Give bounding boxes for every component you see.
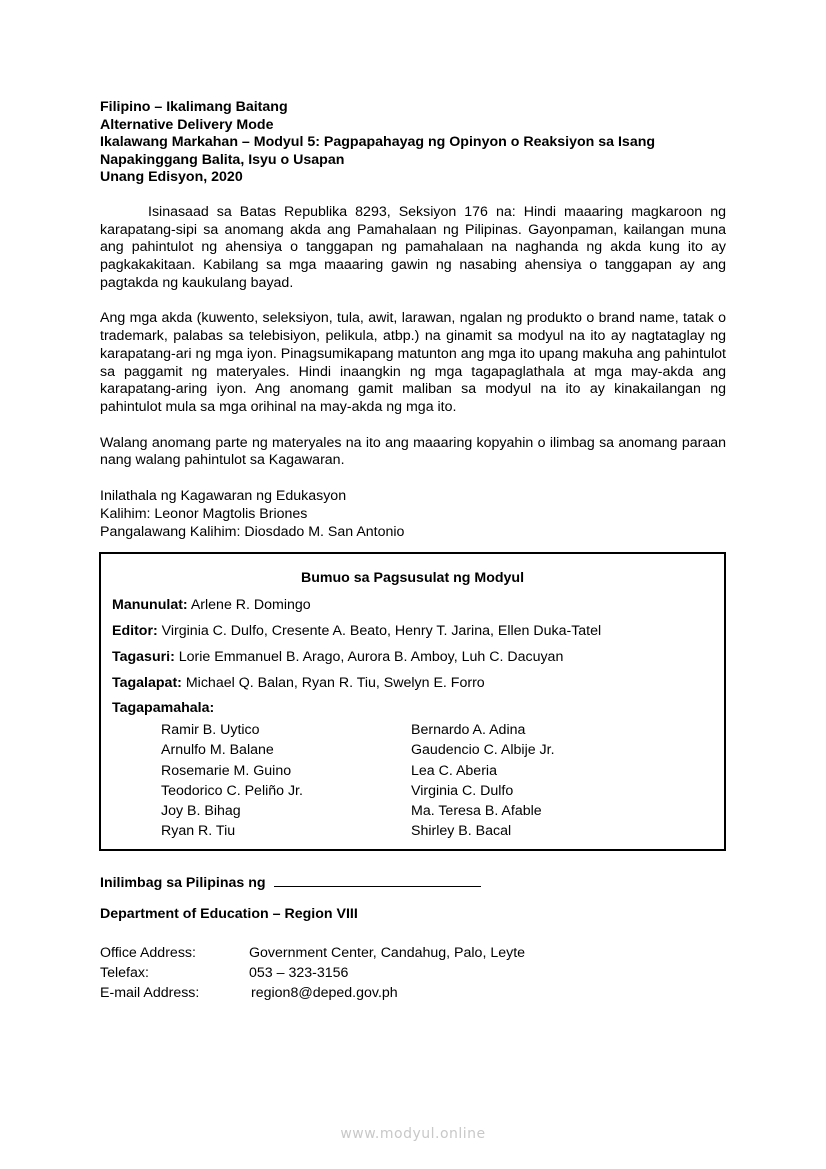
subject-grade: Filipino – Ikalimang Baitang	[100, 99, 288, 115]
manager-name: Arnulfo M. Balane	[161, 742, 274, 759]
manager-name: Shirley B. Bacal	[411, 823, 512, 840]
manager-name: Ramir B. Uytico	[161, 722, 260, 738]
contact-label: E-mail Address:	[100, 985, 200, 1001]
role-names: Virginia C. Dulfo, Cresente A. Beato, Henry T. Jarina, Ellen Duka-Tatel	[161, 623, 602, 639]
manager-name: Bernardo A. Adina	[411, 722, 526, 738]
role-reviewer	[112, 649, 563, 665]
publisher-info	[100, 488, 726, 541]
contact-label: Office Address:	[100, 945, 196, 961]
managers-column-left	[161, 720, 303, 842]
copyright-paragraph: Isinasaad sa Batas Republika 8293, Seksiyon 176 na: Hindi maaaring magkaroon ng karapatang-sipi sa anomang akda ang Pamahalaan ng Pilipinas. Gayonpaman, kailangan muna ang pahintulot ng ahensiya o tanggapan ng pamahalaan na naghanda ng akda kung ito ay pagkakakitaan. Kabilang sa mga maaaring gawin ng nasabing ahensiya o tanggapan ay ang pagtakda ng kaukulang bayad.	[100, 203, 726, 291]
managers-column-right	[411, 720, 555, 842]
trademark-paragraph: Ang mga akda (kuwento, seleksiyon, tula, awit, larawan, ngalan ng produkto o brand name, tatak o trademark, palabas sa telebisiyon, pelikula, atbp.) na ginamit sa modyul na ito ay nagtataglay ng karapatang-ari ng mga iyon. Pinagsumikapang matunton ang mga ito upang makuha ang pahintulot sa paggamit ng materyales. Hindi inaangkin ng mga tagapaglathala at mga may-akda ang karapatang-aring iyon. Ang anomang gamit maliban sa modyul na ito ay kinakailangan ng pahintulot mula sa mga orihinal na may-akda ng mga ito.	[100, 310, 726, 415]
document-page	[100, 99, 726, 541]
manager-name: Rosemarie M. Guino	[161, 762, 292, 779]
role-layout	[112, 675, 485, 691]
manager-name: Virginia C. Dulfo	[411, 782, 514, 799]
printer-blank-line	[274, 872, 481, 887]
printed-in-label: Inilimbag sa Pilipinas ng	[100, 875, 266, 891]
role-label: Tagasuri:	[112, 649, 175, 665]
manager-name: Lea C. Aberia	[411, 762, 497, 779]
contact-row-address	[100, 943, 525, 963]
contact-label: Telefax:	[100, 965, 149, 981]
edition: Unang Edisyon, 2020	[100, 169, 243, 186]
document-header	[100, 99, 726, 187]
role-label: Manunulat:	[112, 597, 188, 613]
role-label: Editor:	[112, 623, 158, 639]
watermark: www.modyul.online	[340, 1126, 486, 1142]
credits-title: Bumuo sa Pagsusulat ng Modyul	[300, 570, 525, 586]
module-title-line2: Napakinggang Balita, Isyu o Usapan	[100, 151, 345, 168]
manager-name: Teodorico C. Peliño Jr.	[161, 782, 303, 799]
contact-value: Government Center, Candahug, Palo, Leyte	[249, 945, 526, 961]
manager-name: Ma. Teresa B. Afable	[411, 803, 542, 820]
role-writer	[112, 597, 311, 613]
printed-in	[100, 872, 481, 891]
role-label: Tagalapat:	[112, 675, 182, 691]
delivery-mode: Alternative Delivery Mode	[100, 116, 274, 133]
contact-value: 053 – 323-3156	[249, 965, 349, 981]
published-by: Inilathala ng Kagawaran ng Edukasyon	[100, 488, 347, 505]
undersecretary: Pangalawang Kalihim: Diosdado M. San Antonio	[100, 523, 405, 540]
contact-row-email	[100, 983, 525, 1003]
role-names: Lorie Emmanuel B. Arago, Aurora B. Amboy, Luh C. Dacuyan	[178, 649, 564, 665]
contact-info	[100, 943, 525, 1003]
manager-name: Joy B. Bihag	[161, 803, 241, 820]
contact-row-telefax	[100, 963, 525, 983]
reproduction-paragraph: Walang anomang parte ng materyales na ito ang maaaring kopyahin o ilimbag sa anomang paraan nang walang pahintulot sa Kagawaran.	[100, 434, 726, 469]
manager-name: Ryan R. Tiu	[161, 823, 236, 840]
role-names: Michael Q. Balan, Ryan R. Tiu, Swelyn E. Forro	[185, 675, 485, 691]
secretary: Kalihim: Leonor Magtolis Briones	[100, 505, 308, 522]
module-title-line1: Ikalawang Markahan – Modyul 5: Pagpapahayag ng Opinyon o Reaksiyon sa Isang	[100, 134, 656, 151]
role-names: Arlene R. Domingo	[190, 597, 311, 613]
manager-name: Gaudencio C. Albije Jr.	[411, 742, 555, 759]
credits-box	[99, 552, 726, 851]
role-editor	[112, 623, 601, 639]
managers-label: Tagapamahala:	[112, 700, 215, 716]
region-heading: Department of Education – Region VIII	[100, 906, 358, 922]
contact-email: region8@deped.gov.ph	[251, 985, 398, 1001]
